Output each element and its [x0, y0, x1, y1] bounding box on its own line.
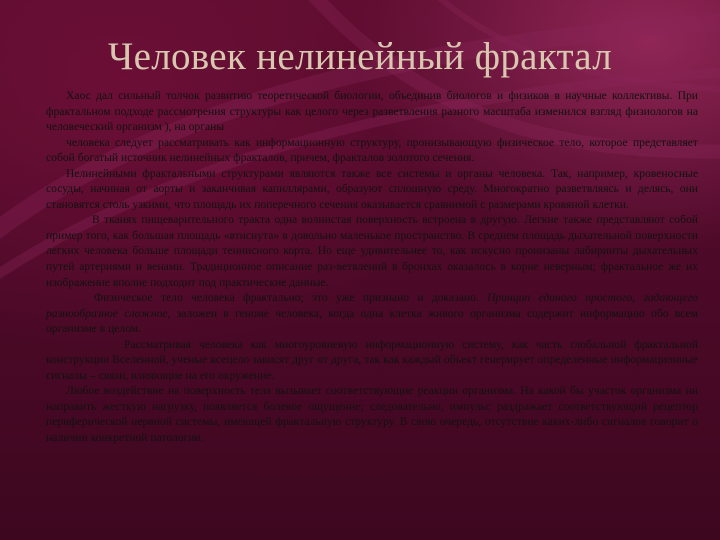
slide-body-text [46, 88, 698, 446]
paragraph-5-tail: заложен в геноме человека, когда одна клетка живого организма содержит информацию обо всем организме в целом. [46, 306, 698, 336]
paragraph-4: В тканях пищеварительного тракта одна волнистая поверхность встроена в другую. Легкие также представляют собой пример того, как большая площадь «втиснута» в довольно маленькое пространство. В среднем площадь дыхательной поверхности легких человека больше площади теннисного корта. Но еще удивительнее то, как искусно пронизаны лабиринты дыхательных путей артериями и венами. Традиционное описание раз-ветвлений в бронхах оказалось в корне неверным; фрактальное же их изображение вполне подходит под практические данные. [46, 213, 698, 289]
slide-title: Человек нелинейный фрактал [107, 35, 613, 78]
paragraph-1: Хаос дал сильный толчок развитию теоретической биологии, объединив биологов и физиков в научные коллективы. При фрактальном подходе рассмотрения структуры как целого через разветвления разного масштаба изменился взгляд физиологов на человеческий организм ), на органы [46, 89, 698, 134]
paragraph-2: человека следует рассматривать как информационную структуру, пронизывающую физическое тело, которое представляет собой богатый источник нелинейных фракталов, причем, фракталов золотого сечения. [46, 135, 698, 165]
paragraph-5 [46, 290, 698, 337]
paragraph-7: Любое воздействие на поверхность тела вызывает соответствующие реакции организма. На какой бы участок организма ни направить жесткую нагрузку, появляется болевое ощущение; следовательно, импульс раздражает соответствующий рецептор периферической нервной системы, имеющей фрактальную структуру. В свою очередь, отсутствие каких-либо сигналов говорит о наличии конкретной патологии. [46, 384, 698, 445]
paragraph-5-italic-principle: Принцип единого простого, задающего разнообразное сложное, [46, 291, 699, 320]
paragraph-5-lead: Физическое тело человека фрактально; это уже признано и доказано. [94, 291, 488, 305]
paragraph-3: Нелинейными фрактальными структурами являются также все системы и органы человека. Так, например, кровеносные сосуды, начиная от аорты и заканчивая капиллярами, образуют сплошную среду. Многократно разветвляясь и делясь, они становятся столь узкими, что площадь их поперечного сечения оказывается сравнимой с размерами кровяной клетки. [46, 166, 698, 211]
paragraph-6: Рассматривая человека как многоуровневую информационную систему, как часть глобальной фрактальной конструкции Вселенной, ученые всецело зависят друг от друга, так как каждый объект генерирует определенные информационные сигналы – связи, влияющие на его окружение. [46, 337, 698, 382]
